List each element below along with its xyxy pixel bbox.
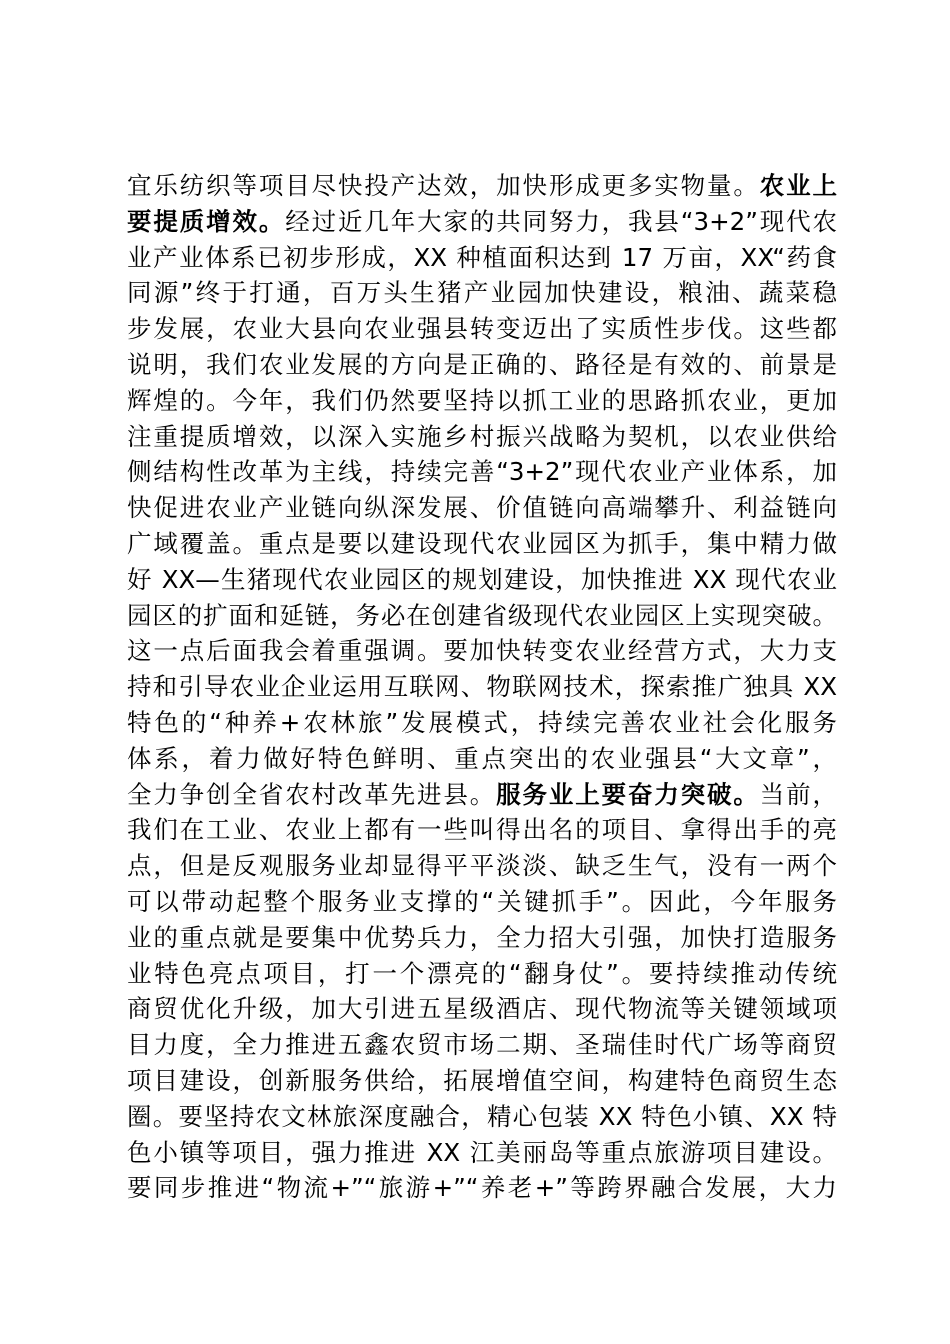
text-run: 当前， [759,779,838,809]
text-run: 广域覆盖。重点是要以建设现代农业园区为抓手，集中精力做 [127,528,837,558]
text-run: 全力争创全省农村改革先进县。 [127,779,497,809]
text-run: 体系，着力做好特色鲜明、重点突出的农业强县“大文章”， [127,743,837,773]
text-run: 持和引导农业企业运用互联网、物联网技术，探索推广独具 XX [127,672,837,702]
text-run: 业产业体系已初步形成，XX 种植面积达到 17 万亩，XX“药食 [127,242,837,272]
text-run: 宜乐纺织等项目尽快投产达效，加快形成更多实物量。 [127,171,760,200]
text-line [127,1063,837,1099]
text-line [127,240,837,276]
text-run: 辉煌的。今年，我们仍然要坚持以抓工业的思路抓农业，更加 [127,385,837,415]
text-line [127,705,837,741]
section-heading: 农业上 [759,171,838,200]
text-line [127,347,837,383]
text-line [127,598,837,634]
text-line [127,526,837,562]
text-run: 园区的扩面和延链，务必在创建省级现代农业园区上实现突破。 [127,600,837,630]
body-paragraph [127,168,837,1206]
text-line [127,490,837,526]
text-run: 要同步推进“物流+”“旅游+”“养老+”等跨界融合发展，大力 [127,1173,837,1203]
text-line [127,454,837,490]
text-line [127,991,837,1027]
section-heading: 要提质增效。 [127,206,286,236]
text-run: 圈。要坚持农文林旅深度融合，精心包装 XX 特色小镇、XX 特 [127,1101,837,1131]
text-run: 可以带动起整个服务业支撑的“关键抓手”。因此，今年服务 [127,886,837,916]
text-line [127,419,837,455]
text-line [127,1099,837,1135]
text-run: 点，但是反观服务业却显得平平淡淡、缺乏生气，没有一两个 [127,851,837,881]
text-line [127,777,837,813]
text-run: 特色的“种养+农林旅”发展模式，持续完善农业社会化服务 [127,707,837,737]
text-line [127,884,837,920]
text-run: 说明，我们农业发展的方向是正确的、路径是有效的、前景是 [127,349,837,379]
text-line [127,669,837,705]
text-line [127,956,837,992]
text-line [127,920,837,956]
text-line [127,383,837,419]
text-run: 经过近几年大家的共同努力，我县“3+2”现代农 [285,206,838,236]
section-heading: 服务业上要奋力突破。 [496,779,760,809]
text-line [127,204,837,240]
text-run: 好 XX—生猪现代农业园区的规划建设，加快推进 XX 现代农业 [127,564,837,594]
text-line [127,311,837,347]
text-line [127,275,837,311]
text-run: 目力度，全力推进五鑫农贸市场二期、圣瑞佳时代广场等商贸 [127,1030,837,1060]
text-line [127,741,837,777]
text-line [127,562,837,598]
text-run: 业的重点就是要集中优势兵力，全力招大引强，加快打造服务 [127,922,837,952]
text-line [127,848,837,884]
text-run: 快促进农业产业链向纵深发展、价值链向高端攀升、利益链向 [127,493,837,523]
text-run: 这一点后面我会着重强调。要加快转变农业经营方式，大力支 [127,636,837,666]
text-run: 项目建设，创新服务供给，拓展增值空间，构建特色商贸生态 [127,1065,837,1095]
text-run: 侧结构性改革为主线，持续完善“3+2”现代农业产业体系，加 [127,457,837,487]
text-run: 业特色亮点项目，打一个漂亮的“翻身仗”。要持续推动传统 [127,958,837,988]
text-line [127,633,837,669]
text-line [127,812,837,848]
text-line [127,1027,837,1063]
text-line [127,1170,837,1206]
text-run: 商贸优化升级，加大引进五星级酒店、现代物流等关键领域项 [127,994,837,1024]
text-run: 色小镇等项目，强力推进 XX 江美丽岛等重点旅游项目建设。 [127,1137,837,1167]
text-run: 同源”终于打通，百万头生猪产业园加快建设，粮油、蔬菜稳 [127,278,837,308]
text-run: 我们在工业、农业上都有一些叫得出名的项目、拿得出手的亮 [127,815,837,845]
text-line [127,168,837,204]
text-run: 注重提质增效，以深入实施乡村振兴战略为契机，以农业供给 [127,421,837,451]
text-line [127,1135,837,1171]
text-run: 步发展，农业大县向农业强县转变迈出了实质性步伐。这些都 [127,314,837,344]
